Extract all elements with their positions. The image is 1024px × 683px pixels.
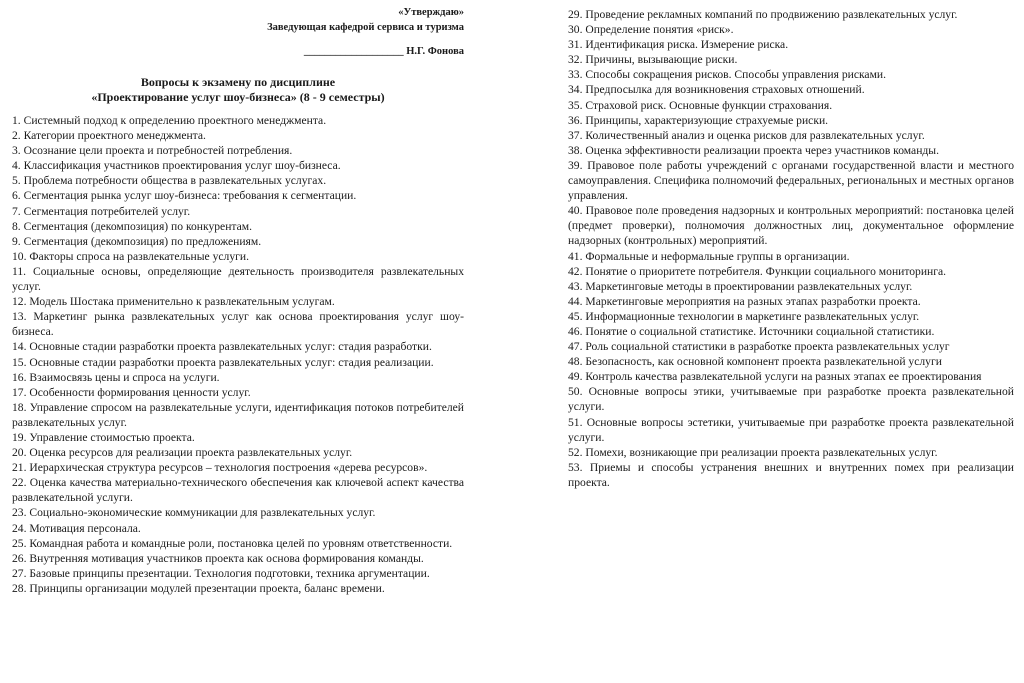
question-item: 2. Категории проектного менеджмента. bbox=[12, 129, 206, 143]
question-item: 13. Маркетинг рынка развлекательных услуг как основа проектирования услуг шоу-бизнеса. bbox=[12, 310, 464, 339]
question-item: 50. Основные вопросы этики, учитываемые при разработке проекта развлекательной услуги. bbox=[568, 385, 1014, 414]
question-item: 34. Предпосылка для возникновения страховых отношений. bbox=[568, 83, 865, 97]
question-item: 23. Социально-экономические коммуникации для развлекательных услуг. bbox=[12, 506, 376, 520]
question-item: 28. Принципы организации модулей презентации проекта, баланс времени. bbox=[12, 581, 385, 595]
question-item: 46. Понятие о социальной статистике. Источники социальной статистики. bbox=[568, 324, 935, 338]
document-title bbox=[12, 75, 464, 105]
approval-signature-line: ___________________ Н.Г. Фонова bbox=[303, 46, 464, 57]
question-item: 21. Иерархическая структура ресурсов – технология построения «дерева ресурсов». bbox=[12, 461, 428, 475]
question-item: 15. Основные стадии разработки проекта развлекательных услуг: стадия реализации. bbox=[12, 355, 434, 369]
question-item: 11. Социальные основы, определяющие деятельность производителя развлекательных услуг. bbox=[12, 264, 464, 294]
question-item: 52. Помехи, возникающие при реализации проекта развлекательных услуг. bbox=[568, 445, 938, 459]
question-item: 37. Количественный анализ и оценка рисков для развлекательных услуг. bbox=[568, 128, 925, 142]
question-item: 38. Оценка эффективности реализации проекта через участников команды. bbox=[568, 143, 939, 157]
approval-block bbox=[164, 5, 464, 59]
question-item: 53. Приемы и способы устранения внешних и внутренних помех при реализации проекта. bbox=[568, 460, 1014, 489]
question-item: 20. Оценка ресурсов для реализации проекта развлекательных услуг. bbox=[12, 446, 353, 460]
question-item: 29. Проведение рекламных компаний по продвижению развлекательных услуг. bbox=[568, 8, 958, 21]
question-item: 10. Факторы спроса на развлекательные услуги. bbox=[12, 249, 249, 263]
title-line-2: «Проектирование услуг шоу-бизнеса» (8 - 9 семестры) bbox=[91, 90, 385, 104]
question-item: 7. Сегментация потребителей услуг. bbox=[12, 204, 191, 218]
question-item: 17. Особенности формирования ценности услуг. bbox=[12, 385, 251, 399]
question-item: 9. Сегментация (декомпозиция) по предложениям. bbox=[12, 234, 262, 248]
question-item: 8. Сегментация (декомпозиция) по конкурентам. bbox=[12, 219, 252, 233]
questions-right-column bbox=[568, 7, 1014, 490]
question-item: 48. Безопасность, как основной компонент проекта развлекательной услуги bbox=[568, 355, 942, 369]
question-item: 39. Правовое поле работы учреждений с органами государственной власти и местного самоуправления. Специфика полномочий федеральных, региональных и местных органов управления. bbox=[568, 158, 1014, 203]
question-item: 27. Базовые принципы презентации. Технология подготовки, техника аргументации. bbox=[12, 566, 430, 580]
question-item: 6. Сегментация рынка услуг шоу-бизнеса: требования к сегментации. bbox=[12, 189, 357, 203]
question-item: 24. Мотивация персонала. bbox=[12, 521, 141, 535]
question-item: 40. Правовое поле проведения надзорных и контрольных мероприятий: постановка целей (предмет проверки), полномочия должностных лиц, документальное оформление надзорных (контрольных) мероприятий. bbox=[568, 204, 1014, 248]
questions-left-column bbox=[12, 113, 464, 596]
question-item: 41. Формальные и неформальные группы в организации. bbox=[568, 249, 850, 263]
approval-stamp: «Утверждаю» bbox=[398, 7, 464, 18]
title-line-1: Вопросы к экзамену по дисциплине bbox=[140, 75, 336, 89]
question-item: 47. Роль социальной статистики в разработке проекта развлекательных услуг bbox=[568, 340, 950, 354]
question-item: 30. Определение понятия «риск». bbox=[568, 23, 734, 37]
question-item: 3. Осознание цели проекта и потребностей потребления. bbox=[12, 144, 293, 158]
question-item: 45. Информационные технологии в маркетинге развлекательных услуг. bbox=[568, 309, 920, 323]
question-item: 19. Управление стоимостью проекта. bbox=[12, 430, 195, 444]
question-item: 42. Понятие о приоритете потребителя. Функции социального мониторинга. bbox=[568, 264, 947, 278]
question-item: 51. Основные вопросы эстетики, учитываемые при разработке проекта развлекательной услуги. bbox=[568, 415, 1014, 444]
question-item: 33. Способы сокращения рисков. Способы управления рисками. bbox=[568, 68, 887, 82]
question-item: 16. Взаимосвязь цены и спроса на услуги. bbox=[12, 370, 220, 384]
question-item: 43. Маркетинговые методы в проектировании развлекательных услуг. bbox=[568, 279, 913, 293]
question-item: 14. Основные стадии разработки проекта развлекательных услуг: стадия разработки. bbox=[12, 340, 432, 354]
question-item: 1. Системный подход к определению проектного менеджмента. bbox=[12, 114, 327, 127]
question-item: 49. Контроль качества развлекательной услуги на разных этапах ее проектирования bbox=[568, 370, 982, 384]
approval-position: Заведующая кафедрой сервиса и туризма bbox=[267, 22, 464, 33]
question-item: 25. Командная работа и командные роли, постановка целей по уровням ответственности. bbox=[12, 536, 453, 550]
question-item: 12. Модель Шостака применительно к развлекательным услугам. bbox=[12, 295, 335, 309]
question-item: 18. Управление спросом на развлекательные услуги, идентификация потоков потребителей развлекательных услуг. bbox=[12, 400, 464, 429]
question-item: 36. Принципы, характеризующие страхуемые риски. bbox=[568, 113, 829, 127]
question-item: 22. Оценка качества материально-технического обеспечения как ключевой аспект качества развлекательной услуги. bbox=[12, 476, 464, 505]
question-item: 5. Проблема потребности общества в развлекательных услугах. bbox=[12, 174, 327, 188]
question-item: 4. Классификация участников проектирования услуг шоу-бизнеса. bbox=[12, 159, 341, 173]
question-item: 26. Внутренняя мотивация участников проекта как основа формирования команды. bbox=[12, 551, 424, 565]
question-item: 35. Страховой риск. Основные функции страхования. bbox=[568, 98, 833, 112]
question-item: 44. Маркетинговые мероприятия на разных этапах разработки проекта. bbox=[568, 294, 921, 308]
question-item: 31. Идентификация риска. Измерение риска. bbox=[568, 38, 789, 52]
question-item: 32. Причины, вызывающие риски. bbox=[568, 53, 738, 67]
